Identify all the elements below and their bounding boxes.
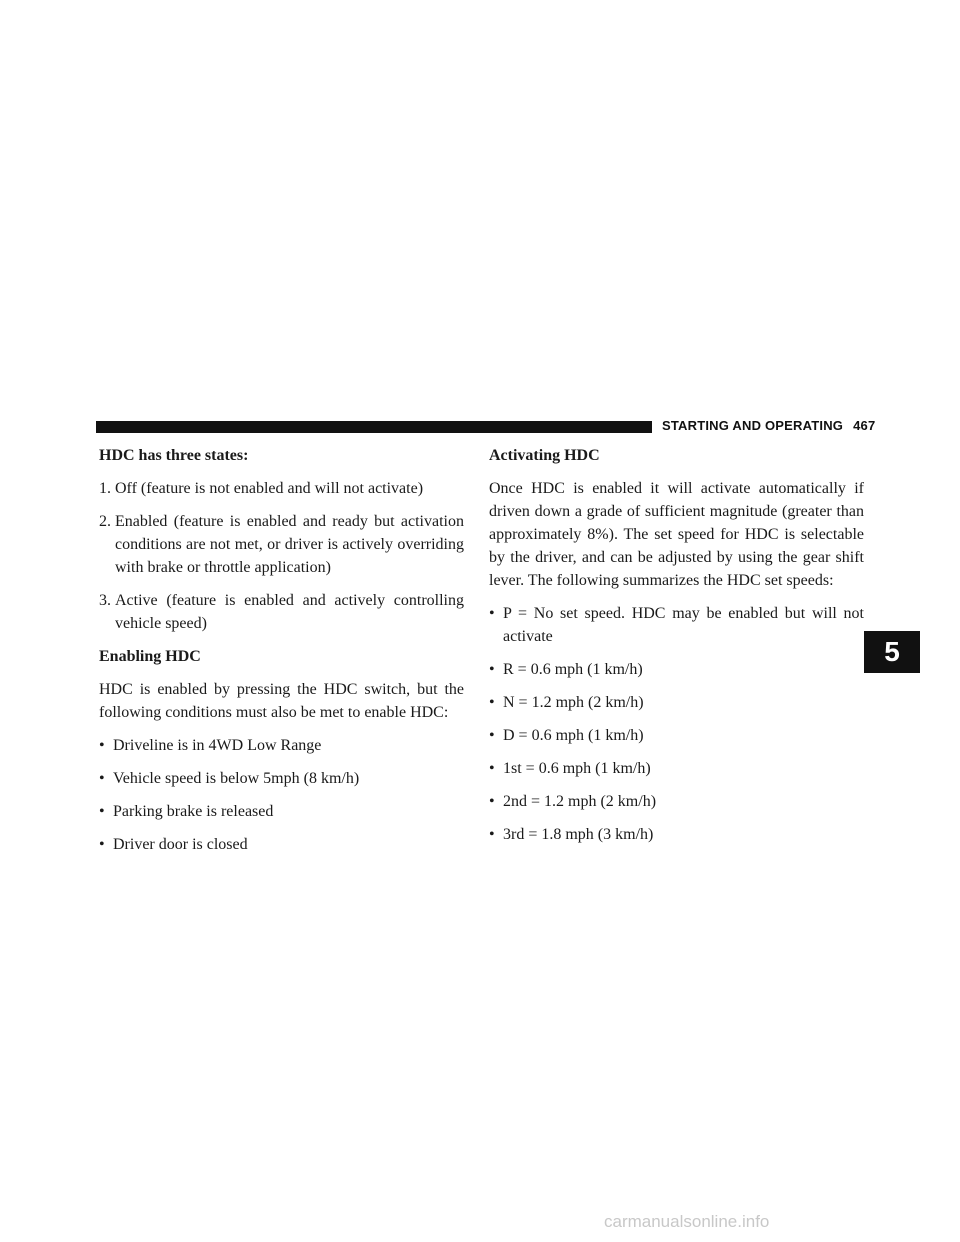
list-item [99, 589, 464, 635]
activating-paragraph: Once HDC is enabled it will activate automatically if driven down a grade of sufficient magnitude (greater than approximately 8%). The set speed for HDC is selectable by the driver, and can be adjusted by using the gear shift lever. The following summarizes the HDC set speeds: [489, 480, 864, 589]
item-text: 3rd = 1.8 mph (3 km/h) [503, 826, 654, 843]
left-column [99, 444, 464, 866]
bullet-icon: • [489, 694, 495, 711]
right-column [489, 444, 864, 856]
bullet-icon: • [489, 661, 495, 678]
list-item [99, 767, 464, 790]
header-rule [96, 421, 652, 433]
watermark: carmanualsonline.info [604, 1212, 770, 1231]
item-text: Off (feature is not enabled and will not activate) [115, 480, 424, 497]
item-text: Enabled (feature is enabled and ready but activation conditions are not met, or driver is actively overriding with brake or throttle application) [115, 513, 464, 576]
item-text: 2nd = 1.2 mph (2 km/h) [503, 793, 657, 810]
list-item [489, 691, 864, 714]
item-text: Driveline is in 4WD Low Range [113, 737, 322, 754]
page-number: 467 [853, 418, 876, 433]
list-item [489, 790, 864, 813]
item-text: Parking brake is released [113, 803, 274, 820]
list-item [489, 602, 864, 648]
chapter-tab: 5 [864, 631, 920, 673]
item-text: D = 0.6 mph (1 km/h) [503, 727, 644, 744]
bullet-icon: • [489, 605, 495, 622]
item-number: 2. [99, 513, 111, 530]
list-item [489, 724, 864, 747]
item-text: R = 0.6 mph (1 km/h) [503, 661, 643, 678]
bullet-icon: • [99, 770, 105, 787]
bullet-icon: • [99, 737, 105, 754]
activating-heading: Activating HDC [489, 447, 600, 464]
item-text: N = 1.2 mph (2 km/h) [503, 694, 644, 711]
list-item [99, 734, 464, 757]
list-item [489, 757, 864, 780]
states-heading: HDC has three states: [99, 447, 249, 464]
bullet-icon: • [99, 803, 105, 820]
enabling-heading: Enabling HDC [99, 648, 201, 665]
bullet-icon: • [489, 760, 495, 777]
item-text: Vehicle speed is below 5mph (8 km/h) [113, 770, 360, 787]
item-text: P = No set speed. HDC may be enabled but will not activate [503, 605, 864, 645]
bullet-icon: • [99, 836, 105, 853]
item-number: 1. [99, 480, 111, 497]
section-title: STARTING AND OPERATING [662, 418, 844, 433]
item-text: Active (feature is enabled and actively controlling vehicle speed) [115, 592, 464, 632]
list-item [99, 477, 464, 500]
list-item [99, 510, 464, 579]
bullet-icon: • [489, 826, 495, 843]
list-item [489, 658, 864, 681]
bullet-icon: • [489, 793, 495, 810]
list-item [99, 833, 464, 856]
bullet-icon: • [489, 727, 495, 744]
enabling-paragraph: HDC is enabled by pressing the HDC switch, but the following conditions must also be met to enable HDC: [99, 681, 464, 721]
item-number: 3. [99, 592, 111, 609]
item-text: 1st = 0.6 mph (1 km/h) [503, 760, 651, 777]
item-text: Driver door is closed [113, 836, 248, 853]
running-header [662, 418, 875, 433]
list-item [99, 800, 464, 823]
list-item [489, 823, 864, 846]
